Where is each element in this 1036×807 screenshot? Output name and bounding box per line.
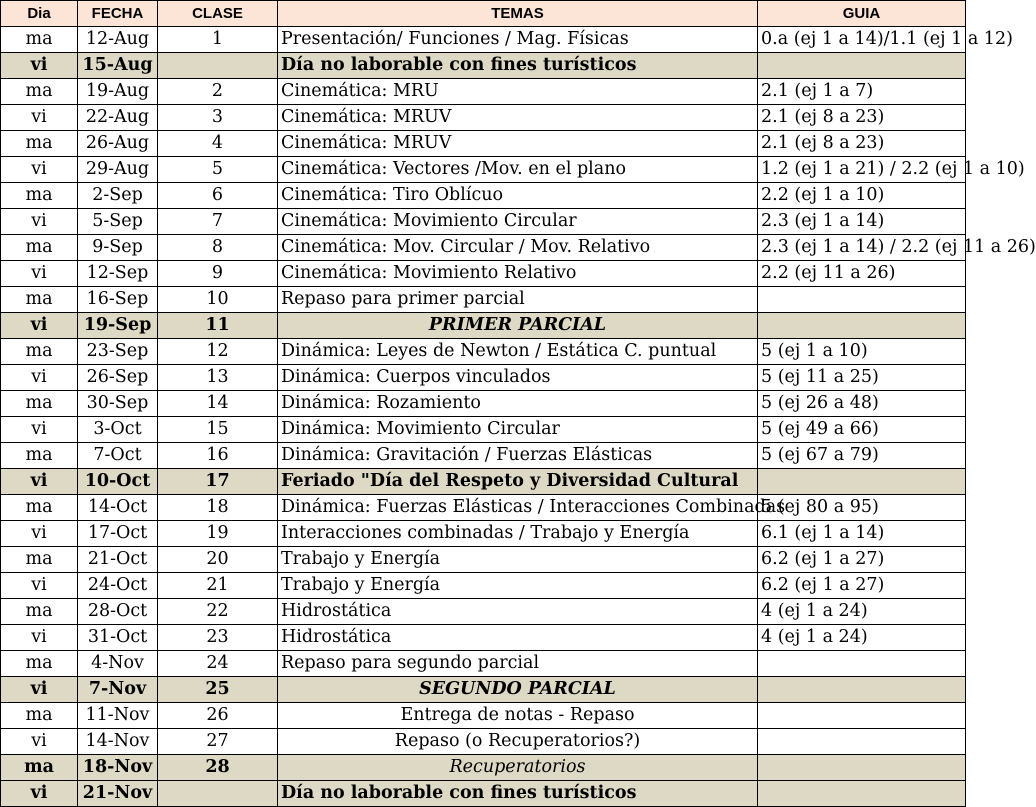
cell-clase: 2 — [158, 79, 278, 105]
cell-dia: ma — [1, 79, 78, 105]
cell-guia — [758, 313, 966, 339]
cell-guia: 4 (ej 1 a 24) — [758, 599, 966, 625]
cell-dia: vi — [1, 365, 78, 391]
cell-guia — [758, 755, 966, 781]
cell-fecha: 14-Oct — [78, 495, 158, 521]
cell-guia: 2.1 (ej 1 a 7) — [758, 79, 966, 105]
cell-tema: Trabajo y Energía — [278, 547, 758, 573]
cell-tema: Interacciones combinadas / Trabajo y Energía — [278, 521, 758, 547]
cell-clase: 16 — [158, 443, 278, 469]
cell-tema: Repaso para segundo parcial — [278, 651, 758, 677]
cell-tema: Cinemática: MRU — [278, 79, 758, 105]
table-row — [1, 729, 966, 755]
cell-clase: 27 — [158, 729, 278, 755]
cell-dia: ma — [1, 339, 78, 365]
cell-tema: Cinemática: MRUV — [278, 105, 758, 131]
cell-dia: ma — [1, 651, 78, 677]
cell-dia: ma — [1, 391, 78, 417]
cell-dia: vi — [1, 625, 78, 651]
cell-fecha: 28-Oct — [78, 599, 158, 625]
cell-clase: 20 — [158, 547, 278, 573]
cell-fecha: 14-Nov — [78, 729, 158, 755]
cell-fecha: 30-Sep — [78, 391, 158, 417]
cell-clase: 1 — [158, 27, 278, 53]
header-fecha: FECHA — [78, 1, 158, 27]
cell-clase: 9 — [158, 261, 278, 287]
cell-guia: 6.1 (ej 1 a 14) — [758, 521, 966, 547]
cell-clase: 26 — [158, 703, 278, 729]
cell-tema: Cinemática: Tiro Oblícuo — [278, 183, 758, 209]
table-row — [1, 27, 966, 53]
table-row — [1, 313, 966, 339]
cell-dia: ma — [1, 443, 78, 469]
table-row — [1, 599, 966, 625]
cell-clase: 17 — [158, 469, 278, 495]
table-row — [1, 53, 966, 79]
cell-tema: SEGUNDO PARCIAL — [278, 677, 758, 703]
cell-dia: vi — [1, 729, 78, 755]
cell-dia: ma — [1, 183, 78, 209]
table-row — [1, 651, 966, 677]
cell-clase: 3 — [158, 105, 278, 131]
cell-dia: vi — [1, 781, 78, 807]
cell-tema: Trabajo y Energía — [278, 573, 758, 599]
cell-dia: vi — [1, 521, 78, 547]
cell-dia: vi — [1, 157, 78, 183]
table-row — [1, 261, 966, 287]
cell-dia: ma — [1, 599, 78, 625]
cell-fecha: 24-Oct — [78, 573, 158, 599]
cell-guia: 2.3 (ej 1 a 14) — [758, 209, 966, 235]
cell-guia: 2.2 (ej 11 a 26) — [758, 261, 966, 287]
cell-tema: Feriado "Día del Respeto y Diversidad Cultural — [278, 469, 758, 495]
cell-fecha: 3-Oct — [78, 417, 158, 443]
cell-clase: 25 — [158, 677, 278, 703]
cell-clase: 8 — [158, 235, 278, 261]
cell-tema: Dinámica: Leyes de Newton / Estática C. puntual — [278, 339, 758, 365]
cell-guia: 5 (ej 26 a 48) — [758, 391, 966, 417]
table-row — [1, 781, 966, 807]
cell-guia — [758, 703, 966, 729]
table-row — [1, 287, 966, 313]
cell-fecha: 17-Oct — [78, 521, 158, 547]
cell-tema: Cinemática: Mov. Circular / Mov. Relativo — [278, 235, 758, 261]
table-row — [1, 183, 966, 209]
cell-fecha: 11-Nov — [78, 703, 158, 729]
header-guia: GUIA — [758, 1, 966, 27]
cell-fecha: 31-Oct — [78, 625, 158, 651]
table-row — [1, 105, 966, 131]
cell-guia: 4 (ej 1 a 24) — [758, 625, 966, 651]
cell-guia: 5 (ej 1 a 10) — [758, 339, 966, 365]
cell-fecha: 16-Sep — [78, 287, 158, 313]
table-row — [1, 547, 966, 573]
cell-dia: ma — [1, 235, 78, 261]
cell-dia: ma — [1, 547, 78, 573]
header-dia: Dia — [1, 1, 78, 27]
cell-tema: Cinemática: Vectores /Mov. en el plano — [278, 157, 758, 183]
cell-guia: 6.2 (ej 1 a 27) — [758, 573, 966, 599]
cell-tema: PRIMER PARCIAL — [278, 313, 758, 339]
cell-clase: 11 — [158, 313, 278, 339]
cell-clase: 14 — [158, 391, 278, 417]
cell-tema: Presentación/ Funciones / Mag. Físicas — [278, 27, 758, 53]
cell-clase — [158, 53, 278, 79]
cell-clase: 5 — [158, 157, 278, 183]
cell-dia: vi — [1, 261, 78, 287]
table-row — [1, 391, 966, 417]
table-row — [1, 755, 966, 781]
table-row — [1, 703, 966, 729]
cell-tema: Cinemática: Movimiento Relativo — [278, 261, 758, 287]
cell-fecha: 12-Sep — [78, 261, 158, 287]
cell-dia: vi — [1, 313, 78, 339]
cell-tema: Dinámica: Cuerpos vinculados — [278, 365, 758, 391]
cell-guia: 1.2 (ej 1 a 21) / 2.2 (ej 1 a 10) — [758, 157, 966, 183]
cell-guia: 5 (ej 80 a 95) — [758, 495, 966, 521]
cell-fecha: 21-Nov — [78, 781, 158, 807]
table-row — [1, 417, 966, 443]
cell-clase: 7 — [158, 209, 278, 235]
header-temas: TEMAS — [278, 1, 758, 27]
cell-guia: 5 (ej 49 a 66) — [758, 417, 966, 443]
cell-tema: Cinemática: Movimiento Circular — [278, 209, 758, 235]
cell-clase: 24 — [158, 651, 278, 677]
cell-tema: Hidrostática — [278, 625, 758, 651]
cell-tema: Recuperatorios — [278, 755, 758, 781]
cell-guia: 5 (ej 67 a 79) — [758, 443, 966, 469]
table-row — [1, 573, 966, 599]
cell-dia: vi — [1, 573, 78, 599]
cell-fecha: 26-Sep — [78, 365, 158, 391]
table-row — [1, 521, 966, 547]
cell-fecha: 19-Aug — [78, 79, 158, 105]
table-row — [1, 131, 966, 157]
cell-clase: 6 — [158, 183, 278, 209]
cell-dia: vi — [1, 53, 78, 79]
cell-fecha: 23-Sep — [78, 339, 158, 365]
cell-guia: 2.3 (ej 1 a 14) / 2.2 (ej 11 a 26) — [758, 235, 966, 261]
cell-tema: Dinámica: Fuerzas Elásticas / Interacciones Combinadas — [278, 495, 758, 521]
cell-guia — [758, 651, 966, 677]
cell-fecha: 21-Oct — [78, 547, 158, 573]
table-row — [1, 79, 966, 105]
cell-guia — [758, 53, 966, 79]
cell-dia: ma — [1, 27, 78, 53]
cell-fecha: 12-Aug — [78, 27, 158, 53]
cell-guia — [758, 469, 966, 495]
cell-fecha: 7-Nov — [78, 677, 158, 703]
cell-tema: Cinemática: MRUV — [278, 131, 758, 157]
cell-fecha: 26-Aug — [78, 131, 158, 157]
cell-dia: vi — [1, 417, 78, 443]
cell-tema: Día no laborable con fines turísticos — [278, 781, 758, 807]
cell-tema: Día no laborable con fines turísticos — [278, 53, 758, 79]
cell-fecha: 29-Aug — [78, 157, 158, 183]
cell-fecha: 4-Nov — [78, 651, 158, 677]
table-row — [1, 443, 966, 469]
cell-tema: Repaso para primer parcial — [278, 287, 758, 313]
cell-guia: 2.2 (ej 1 a 10) — [758, 183, 966, 209]
table-row — [1, 625, 966, 651]
cell-guia — [758, 729, 966, 755]
cell-fecha: 7-Oct — [78, 443, 158, 469]
cell-clase: 18 — [158, 495, 278, 521]
cell-fecha: 5-Sep — [78, 209, 158, 235]
cell-guia — [758, 677, 966, 703]
table-row — [1, 469, 966, 495]
table-row — [1, 677, 966, 703]
cell-clase — [158, 781, 278, 807]
cell-dia: vi — [1, 469, 78, 495]
cell-clase: 21 — [158, 573, 278, 599]
cell-clase: 15 — [158, 417, 278, 443]
cell-clase: 22 — [158, 599, 278, 625]
cell-fecha: 15-Aug — [78, 53, 158, 79]
cell-dia: vi — [1, 677, 78, 703]
cell-tema: Dinámica: Rozamiento — [278, 391, 758, 417]
table-row — [1, 495, 966, 521]
table-row — [1, 339, 966, 365]
cell-fecha: 22-Aug — [78, 105, 158, 131]
cell-fecha: 9-Sep — [78, 235, 158, 261]
cell-tema: Dinámica: Movimiento Circular — [278, 417, 758, 443]
cell-tema: Repaso (o Recuperatorios?) — [278, 729, 758, 755]
cell-dia: ma — [1, 287, 78, 313]
cell-tema: Entrega de notas - Repaso — [278, 703, 758, 729]
cell-tema: Hidrostática — [278, 599, 758, 625]
cell-guia — [758, 287, 966, 313]
cell-tema: Dinámica: Gravitación / Fuerzas Elásticas — [278, 443, 758, 469]
table-row — [1, 365, 966, 391]
cell-clase: 12 — [158, 339, 278, 365]
schedule-body — [1, 27, 1036, 807]
cell-fecha: 10-Oct — [78, 469, 158, 495]
cell-guia: 0.a (ej 1 a 14)/1.1 (ej 1 a 12) — [758, 27, 966, 53]
cell-dia: ma — [1, 495, 78, 521]
cell-guia: 2.1 (ej 8 a 23) — [758, 105, 966, 131]
header-clase: CLASE — [158, 1, 278, 27]
cell-guia: 6.2 (ej 1 a 27) — [758, 547, 966, 573]
cell-guia: 5 (ej 11 a 25) — [758, 365, 966, 391]
cell-clase: 10 — [158, 287, 278, 313]
cell-clase: 4 — [158, 131, 278, 157]
table-row — [1, 157, 966, 183]
cell-fecha: 18-Nov — [78, 755, 158, 781]
cell-clase: 28 — [158, 755, 278, 781]
cell-clase: 13 — [158, 365, 278, 391]
header-row — [1, 1, 966, 27]
table-row — [1, 209, 966, 235]
cell-dia: vi — [1, 105, 78, 131]
cell-clase: 19 — [158, 521, 278, 547]
cell-fecha: 19-Sep — [78, 313, 158, 339]
cell-clase: 23 — [158, 625, 278, 651]
cell-fecha: 2-Sep — [78, 183, 158, 209]
cell-guia: 2.1 (ej 8 a 23) — [758, 131, 966, 157]
cell-dia: ma — [1, 755, 78, 781]
cell-dia: ma — [1, 703, 78, 729]
cell-dia: ma — [1, 131, 78, 157]
cell-dia: vi — [1, 209, 78, 235]
table-row — [1, 235, 966, 261]
cell-guia — [758, 781, 966, 807]
